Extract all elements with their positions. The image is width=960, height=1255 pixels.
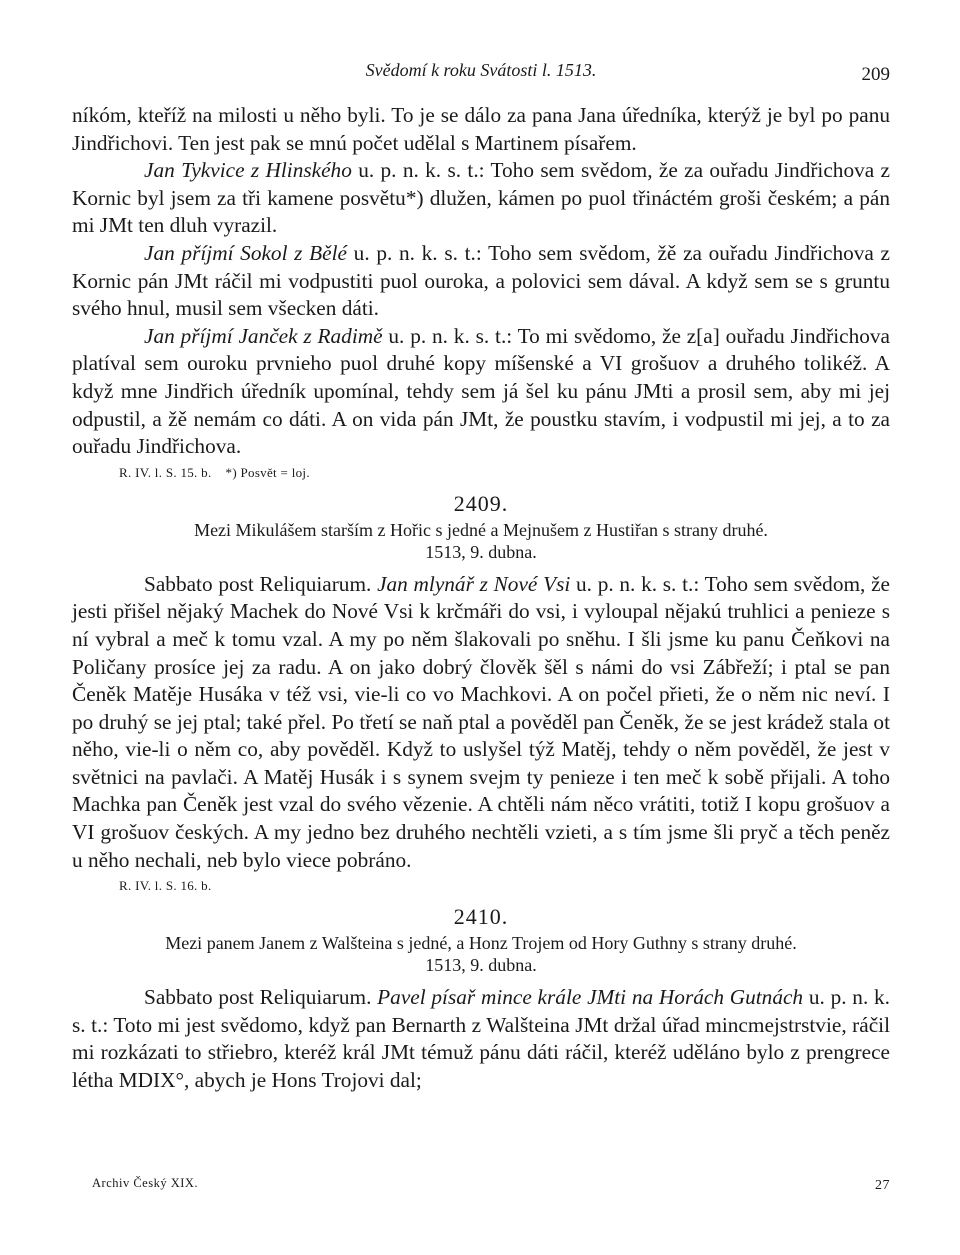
- testimony-pavel: Sabbato post Reliquiarum. Pavel písař mince krále JMti na Horách Gutnách u. p. n. k. s. t.: Toto mi jest svědomo, když pan Bernarth z Walšteina JMt držal úřad mincmejstrstvie, ráčil mi rozkázati to střiebro, kteréž král JMt témuž pánu dáti ráčil, kteréž uděláno bylo z prengrece létha MDIX°, abych je Hons Trojovi dal;: [72, 985, 890, 1093]
- entry-summary: Mezi Mikulášem starším z Hořic s jedné a Mejnušem z Hustiřan s strany druhé.: [194, 519, 768, 540]
- entry-number: 2409.: [453, 490, 509, 516]
- testimony-jancek: Jan příjmí Janček z Radimě u. p. n. k. s. t.: To mi svědomo, že z[a] ouřadu Jindřichova platíval sem ouroku prvnieho puol druhé kopy míšenské a VI grošuov a druhého tolikéž. A když mne Jindřich úředník upomínal, tehdy sem já šel ku pánu JMti a prosil sem, aby mi jej odpustil, a žě nemám co dáti. A on vida pán JMt, že poustku stavím, i vodpustil mi jej, a to za ouřadu Jindřichova.: [72, 323, 890, 459]
- page-number: 209: [861, 64, 890, 85]
- page-header: [72, 58, 890, 88]
- running-title: Svědomí k roku Svátosti l. 1513.: [365, 60, 597, 80]
- witness-name: Jan Tykvice z Hlinského: [144, 158, 352, 183]
- witness-name: Jan mlynář z Nové Vsi: [377, 571, 571, 596]
- page-body: [72, 102, 890, 1095]
- testimony-sokol: Jan příjmí Sokol z Bělé u. p. n. k. s. t.: Toho sem svědom, žě za ouřadu Jindřichova z Kornic pán JMt ráčil mi vodpustiti puol ouroka, a polovici sem dával. A když sem se s gruntu svého hnul, musil sem všecken dáti.: [72, 240, 890, 321]
- entry-summary: Mezi panem Janem z Walšteina s jedné, a Honz Trojem od Hory Guthny s strany druhé.: [165, 933, 797, 954]
- testimony-mlynar: Sabbato post Reliquiarum. Jan mlynář z Nové Vsi u. p. n. k. s. t.: Toho sem svědom, že jesti přišel nějaký Machek do Nové Vsi k krčmáři do vsi, i vyloupal nějakú truhlici a penieze s ní vybral a meč k tomu vzal. A my po něm šlakovali po sněhu. I šli jsme ku panu Čeňkovi na Poličany prosíce jej za radu. A on jako dobrý člověk šěl s námi do vsi Zábřeží; i ptal se pan Čeněk Matěje Husáka v též vsi, vie-li co vo Machkovi. A on počel přieti, že o něm nic neví. I po druhý se jej ptal; také přel. Po třetí se naň ptal a pověděl pan Čeněk, že se jest krádež stala ot něho, vie-li o něm co, aby pověděl. Když to uslyšel týž Matěj, tehdy o něm pověděl, že jest v světnici na pavlači. A Matěj Husák i s synem svejm ty penieze i ten meč k sobě přijali. A toho Machka pan Čeněk jest vzal do svého vězenie. A chtěli nám něco vrátiti, totiž I kopu grošuov a VI grošuov českých. A my jedno bez druhého nechtěli vzieti, a s tím jsme šli pryč a těch peněz u něho nechali, neb bylo viece pobráno.: [72, 571, 890, 872]
- entry-number: 2410.: [453, 904, 509, 930]
- witness-name: Jan příjmí Janček z Radimě: [144, 323, 383, 348]
- witness-name: Pavel písař mince krále JMti na Horách Gutnách: [377, 985, 804, 1010]
- witness-name: Jan příjmí Sokol z Bělé: [144, 240, 347, 265]
- entry-date: 1513, 9. dubna.: [425, 541, 537, 562]
- source-note: R. IV. l. S. 16. b.: [119, 878, 212, 894]
- paragraph-continuation: níkóm, kteříž na milosti u něho byli. To je se dálo za pana Jana úředníka, kterýž je byl po panu Jindřichovi. Ten jest pak se mnú počet udělal s Martinem písařem.: [72, 103, 890, 155]
- signature-mark: Archiv Český XIX.: [92, 1176, 199, 1190]
- testimony-tykvice: Jan Tykvice z Hlinského u. p. n. k. s. t.: Toho sem svědom, že za ouřadu Jindřichova z Kornic byl jsem za tři kamene posvětu*) dlužen, kámen po puol třináctém groši českém; a pán mi JMt ten dluh vyrazil.: [72, 158, 890, 238]
- source-note: R. IV. l. S. 15. b. *) Posvět = loj.: [119, 464, 310, 480]
- entry-date: 1513, 9. dubna.: [425, 955, 537, 976]
- leaf-number: 27: [875, 1178, 890, 1193]
